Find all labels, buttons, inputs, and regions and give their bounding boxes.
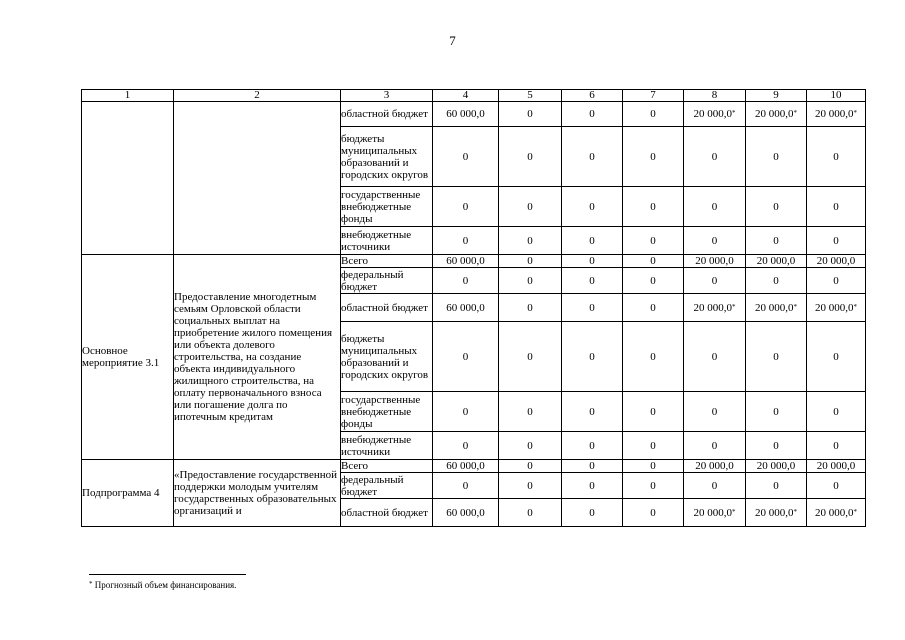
- amount-value: 0: [650, 108, 656, 120]
- funding-source-cell: государственные внебюджетные фонды: [341, 392, 433, 432]
- amount-cell: [433, 187, 499, 227]
- amount-cell: [807, 255, 866, 268]
- header-cell: 8: [684, 90, 746, 102]
- amount-cell: [433, 294, 499, 322]
- item-code-cell: [82, 102, 174, 255]
- forecast-marker: *: [732, 302, 736, 311]
- amount-cell: [499, 294, 562, 322]
- amount-cell: [807, 227, 866, 255]
- header-cell: 7: [623, 90, 684, 102]
- amount-value: 0: [650, 301, 656, 314]
- funding-source-cell: внебюджетные источники: [341, 227, 433, 255]
- amount-cell: [623, 294, 684, 322]
- amount-value: 20 000,0: [756, 460, 796, 472]
- amount-value: 20 000,0: [693, 301, 732, 314]
- amount-value: 0: [589, 274, 595, 287]
- amount-value: 0: [527, 274, 533, 287]
- amount-cell: [433, 227, 499, 255]
- amount-value: 0: [773, 350, 779, 363]
- amount-cell: [746, 227, 807, 255]
- amount-value: 0: [711, 234, 718, 247]
- amount-value: 60 000,0: [446, 255, 485, 267]
- amount-value: 0: [589, 506, 595, 519]
- amount-cell: [433, 473, 499, 499]
- amount-value: 0: [527, 301, 533, 314]
- amount-value: 20 000,0: [755, 301, 794, 314]
- amount-cell: [684, 322, 746, 392]
- amount-value: 20 000,0: [756, 255, 796, 267]
- amount-value: 0: [462, 274, 469, 287]
- amount-cell: [433, 268, 499, 294]
- amount-value: 0: [711, 439, 718, 452]
- amount-cell: [499, 499, 562, 527]
- amount-value: 20 000,0: [695, 460, 734, 472]
- amount-value: 0: [650, 479, 656, 492]
- amount-value: 0: [589, 200, 595, 213]
- amount-cell: [746, 255, 807, 268]
- amount-value: 0: [711, 274, 718, 287]
- amount-cell: [746, 432, 807, 460]
- footnote-marker: *: [89, 580, 93, 588]
- amount-value: 0: [589, 234, 595, 247]
- amount-value: 0: [711, 200, 718, 213]
- amount-value: 0: [650, 439, 656, 452]
- amount-cell: [807, 499, 866, 527]
- amount-value: 0: [650, 506, 656, 519]
- amount-value: 0: [589, 439, 595, 452]
- header-cell: 4: [433, 90, 499, 102]
- amount-value: 0: [527, 234, 533, 247]
- amount-value: 0: [462, 234, 469, 247]
- amount-cell: [623, 102, 684, 127]
- amount-value: 0: [833, 405, 839, 418]
- amount-cell: [807, 392, 866, 432]
- funding-source-cell: бюджеты муниципальных образований и городских округов: [341, 127, 433, 187]
- forecast-marker: *: [732, 507, 736, 516]
- funding-source-cell: областной бюджет: [341, 294, 433, 322]
- item-description-cell: «Предоставление государственной поддержки молодым учителям государственных образовательных организаций и: [174, 460, 341, 527]
- amount-value: 0: [711, 405, 718, 418]
- amount-cell: [684, 473, 746, 499]
- amount-cell: [499, 102, 562, 127]
- amount-value: 0: [833, 439, 839, 452]
- amount-cell: [623, 473, 684, 499]
- amount-cell: [623, 227, 684, 255]
- amount-cell: [746, 102, 807, 127]
- header-cell: 6: [562, 90, 623, 102]
- amount-value: 20 000,0: [693, 506, 732, 519]
- amount-cell: [562, 268, 623, 294]
- footnote: [89, 580, 236, 590]
- header-cell: 1: [82, 90, 174, 102]
- amount-cell: [433, 102, 499, 127]
- amount-cell: [499, 127, 562, 187]
- amount-value: 0: [589, 350, 595, 363]
- amount-value: 0: [589, 255, 595, 267]
- funding-source-cell: федеральный бюджет: [341, 473, 433, 499]
- amount-value: 0: [462, 405, 469, 418]
- amount-value: 20 000,0: [693, 108, 732, 120]
- amount-value: 0: [650, 200, 656, 213]
- amount-value: 0: [650, 150, 656, 163]
- table-row: [82, 255, 866, 268]
- amount-value: 20 000,0: [755, 506, 794, 519]
- table-row: [82, 460, 866, 473]
- amount-cell: [433, 499, 499, 527]
- forecast-marker: *: [853, 507, 857, 516]
- amount-cell: [807, 268, 866, 294]
- forecast-marker: *: [853, 109, 857, 117]
- table-row: [82, 102, 866, 127]
- amount-value: 0: [711, 350, 718, 363]
- amount-cell: [684, 392, 746, 432]
- amount-cell: [807, 187, 866, 227]
- amount-value: 0: [650, 274, 656, 287]
- amount-value: 0: [650, 350, 656, 363]
- amount-cell: [433, 255, 499, 268]
- amount-cell: [562, 102, 623, 127]
- amount-cell: [807, 322, 866, 392]
- amount-cell: [623, 127, 684, 187]
- funding-source-cell: Всего: [341, 460, 433, 473]
- amount-cell: [562, 187, 623, 227]
- amount-value: 0: [833, 350, 839, 363]
- amount-cell: [433, 322, 499, 392]
- amount-cell: [684, 268, 746, 294]
- funding-source-cell: внебюджетные источники: [341, 432, 433, 460]
- amount-value: 0: [711, 479, 718, 492]
- amount-cell: [623, 255, 684, 268]
- amount-cell: [499, 460, 562, 473]
- funding-source-cell: областной бюджет: [341, 102, 433, 127]
- amount-value: 0: [711, 150, 718, 163]
- amount-value: 60 000,0: [446, 506, 485, 519]
- amount-cell: [623, 392, 684, 432]
- amount-cell: [746, 127, 807, 187]
- header-cell: 5: [499, 90, 562, 102]
- amount-value: 0: [589, 479, 595, 492]
- amount-cell: [623, 322, 684, 392]
- amount-cell: [807, 473, 866, 499]
- header-row: [82, 90, 866, 102]
- amount-cell: [499, 268, 562, 294]
- amount-value: 0: [773, 439, 779, 452]
- amount-cell: [684, 432, 746, 460]
- amount-cell: [807, 432, 866, 460]
- amount-cell: [499, 432, 562, 460]
- header-cell: 2: [174, 90, 341, 102]
- amount-value: 0: [650, 255, 656, 267]
- amount-cell: [623, 432, 684, 460]
- amount-value: 60 000,0: [446, 108, 485, 120]
- header-cell: 10: [807, 90, 866, 102]
- amount-value: 0: [462, 200, 469, 213]
- amount-cell: [562, 473, 623, 499]
- item-code-cell: Основное мероприятие 3.1: [82, 255, 174, 460]
- amount-cell: [623, 460, 684, 473]
- amount-cell: [746, 187, 807, 227]
- amount-value: 0: [462, 350, 469, 363]
- amount-cell: [746, 322, 807, 392]
- amount-value: 20 000,0: [695, 255, 734, 267]
- amount-value: 0: [773, 150, 779, 163]
- amount-value: 0: [527, 405, 533, 418]
- amount-value: 20 000,0: [815, 301, 854, 314]
- amount-value: 0: [833, 234, 839, 247]
- forecast-marker: *: [793, 109, 797, 117]
- amount-value: 0: [650, 405, 656, 418]
- financing-table: [81, 89, 866, 527]
- forecast-marker: *: [732, 109, 736, 117]
- funding-source-cell: государственные внебюджетные фонды: [341, 187, 433, 227]
- amount-cell: [807, 460, 866, 473]
- amount-value: 0: [833, 274, 839, 287]
- amount-value: 0: [773, 234, 779, 247]
- amount-cell: [684, 255, 746, 268]
- amount-value: 20 000,0: [815, 108, 854, 120]
- amount-cell: [684, 499, 746, 527]
- amount-value: 0: [527, 479, 533, 492]
- amount-cell: [746, 460, 807, 473]
- amount-cell: [684, 227, 746, 255]
- amount-value: 0: [589, 301, 595, 314]
- amount-cell: [433, 127, 499, 187]
- amount-value: 0: [589, 405, 595, 418]
- amount-value: 20 000,0: [816, 255, 856, 267]
- amount-cell: [499, 227, 562, 255]
- amount-value: 20 000,0: [816, 460, 856, 472]
- amount-value: 60 000,0: [446, 460, 485, 472]
- amount-cell: [623, 268, 684, 294]
- amount-value: 0: [527, 200, 533, 213]
- amount-cell: [562, 392, 623, 432]
- amount-cell: [562, 499, 623, 527]
- amount-value: 0: [527, 460, 533, 472]
- amount-cell: [433, 460, 499, 473]
- amount-cell: [746, 268, 807, 294]
- amount-cell: [746, 473, 807, 499]
- amount-cell: [499, 392, 562, 432]
- amount-value: 0: [650, 234, 656, 247]
- funding-source-cell: федеральный бюджет: [341, 268, 433, 294]
- amount-cell: [807, 127, 866, 187]
- amount-value: 20 000,0: [815, 506, 854, 519]
- amount-cell: [562, 227, 623, 255]
- amount-value: 0: [462, 479, 469, 492]
- amount-cell: [623, 187, 684, 227]
- amount-cell: [562, 127, 623, 187]
- amount-value: 0: [527, 150, 533, 163]
- amount-value: 0: [773, 274, 779, 287]
- amount-cell: [499, 473, 562, 499]
- amount-value: 0: [833, 150, 839, 163]
- amount-value: 60 000,0: [446, 301, 485, 314]
- item-code-cell: Подпрограмма 4: [82, 460, 174, 527]
- amount-cell: [433, 392, 499, 432]
- amount-cell: [807, 102, 866, 127]
- amount-cell: [623, 499, 684, 527]
- funding-source-cell: Всего: [341, 255, 433, 268]
- amount-value: 0: [773, 479, 779, 492]
- amount-cell: [433, 432, 499, 460]
- amount-value: 0: [833, 200, 839, 213]
- amount-value: 0: [773, 405, 779, 418]
- page-number: 7: [449, 33, 456, 48]
- amount-value: 0: [589, 460, 595, 472]
- amount-value: 0: [462, 150, 469, 163]
- header-cell: 3: [341, 90, 433, 102]
- amount-value: 0: [589, 108, 595, 120]
- amount-cell: [562, 322, 623, 392]
- item-description-cell: Предоставление многодетным семьям Орловской области социальных выплат на приобретение жилого помещения или объекта долевого строительства, на создание объекта индивидуального жилищного строительства, на оплату первоначального взноса или погашение долга по ипотечным кредитам: [174, 255, 341, 460]
- amount-cell: [746, 294, 807, 322]
- amount-value: 0: [650, 460, 656, 472]
- amount-value: 0: [527, 350, 533, 363]
- amount-cell: [562, 432, 623, 460]
- forecast-marker: *: [793, 507, 797, 516]
- amount-cell: [684, 102, 746, 127]
- amount-cell: [562, 255, 623, 268]
- amount-value: 0: [773, 200, 779, 213]
- footnote-separator: [89, 574, 246, 575]
- amount-cell: [746, 499, 807, 527]
- amount-cell: [499, 187, 562, 227]
- amount-cell: [499, 322, 562, 392]
- amount-value: 0: [589, 150, 595, 163]
- item-description-cell: [174, 102, 341, 255]
- amount-value: 0: [833, 479, 839, 492]
- amount-value: 0: [527, 108, 533, 120]
- forecast-marker: *: [853, 302, 857, 311]
- amount-cell: [562, 460, 623, 473]
- funding-source-cell: бюджеты муниципальных образований и городских округов: [341, 322, 433, 392]
- amount-cell: [684, 460, 746, 473]
- amount-cell: [499, 255, 562, 268]
- amount-cell: [562, 294, 623, 322]
- forecast-marker: *: [793, 302, 797, 311]
- amount-cell: [807, 294, 866, 322]
- footnote-text: Прогнозный объем финансирования.: [92, 580, 237, 590]
- amount-value: 0: [527, 439, 533, 452]
- amount-value: 0: [527, 506, 533, 519]
- header-cell: 9: [746, 90, 807, 102]
- amount-cell: [746, 392, 807, 432]
- funding-source-cell: областной бюджет: [341, 499, 433, 527]
- amount-cell: [684, 294, 746, 322]
- amount-value: 0: [527, 255, 533, 267]
- amount-cell: [684, 127, 746, 187]
- amount-value: 0: [462, 439, 469, 452]
- amount-cell: [684, 187, 746, 227]
- amount-value: 20 000,0: [755, 108, 794, 120]
